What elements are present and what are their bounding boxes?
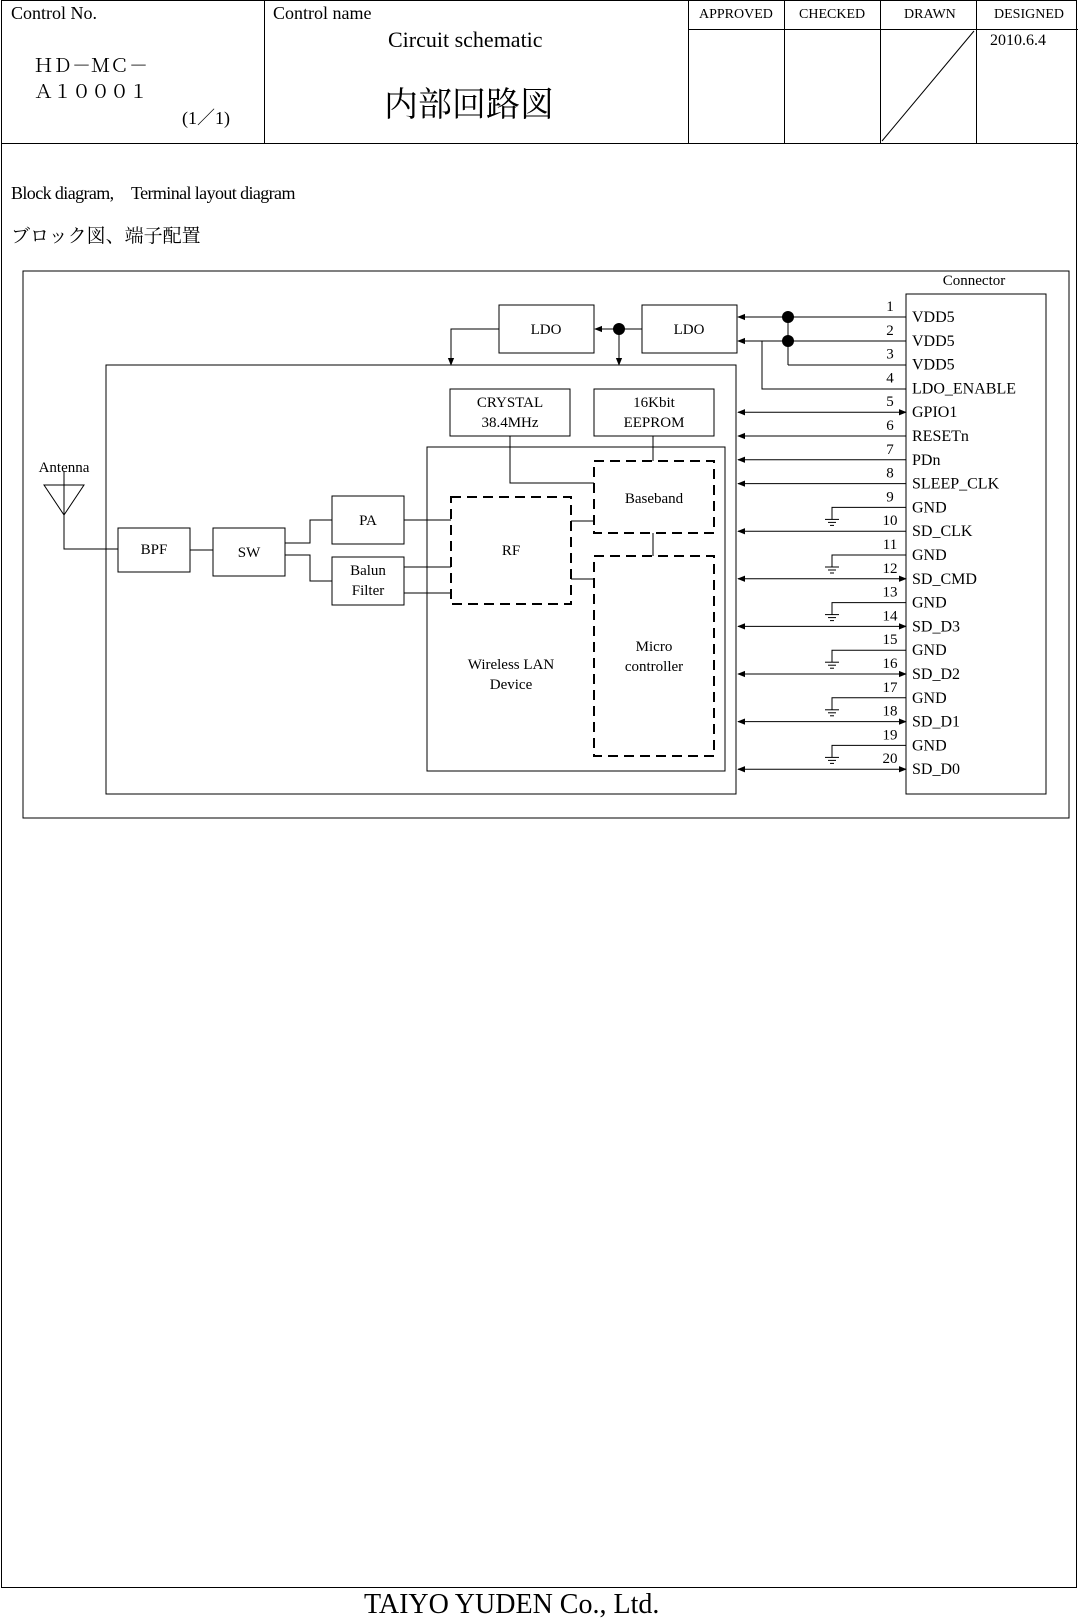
pin-number: 19 — [882, 727, 898, 744]
pin-name: PDn — [912, 451, 941, 469]
pin-number: 11 — [882, 537, 898, 553]
pin-number: 15 — [882, 632, 898, 649]
micro-label-2: controller — [624, 659, 684, 675]
pin-number: 5 — [886, 394, 894, 411]
col-checked: CHECKED — [799, 7, 866, 22]
pin-name: GND — [912, 499, 947, 517]
crystal-label-2: 38.4MHz — [481, 415, 539, 431]
pin-number: 18 — [882, 703, 898, 720]
pin-number: 12 — [882, 560, 898, 577]
pin-number: 7 — [886, 441, 894, 458]
pin-name: VDD5 — [912, 356, 955, 374]
pin-name: SD_CLK — [912, 523, 973, 541]
control-no-label: Control No. — [11, 3, 98, 23]
pin-name: VDD5 — [912, 309, 955, 326]
pin-number: 20 — [882, 751, 898, 768]
document-frame — [1, 0, 1077, 1620]
pin-number: 13 — [882, 584, 898, 601]
ldo-left-label: LDO — [530, 322, 562, 338]
pin-name: LDO_ENABLE — [912, 380, 1016, 398]
pin-name: SD_D0 — [912, 761, 961, 779]
pin-name: SD_D1 — [912, 713, 961, 731]
col-designed: DESIGNED — [994, 7, 1064, 22]
pin-number: 9 — [886, 489, 894, 506]
antenna-label: Antenna — [38, 460, 90, 476]
pin-number: 14 — [882, 608, 898, 625]
sw-label: SW — [237, 545, 261, 561]
col-approved: APPROVED — [699, 7, 773, 22]
pin-name: VDD5 — [912, 332, 955, 350]
bpf-label: BPF — [140, 542, 168, 558]
connector-signal-lines — [738, 412, 906, 769]
designed-date: 2010.6.4 — [990, 32, 1046, 49]
pin-name: GND — [912, 642, 947, 660]
pin-name: GND — [912, 547, 947, 564]
section-heading-jp: ブロック図、端子配置 — [11, 226, 201, 247]
control-name-label: Control name — [273, 3, 372, 23]
baseband-label: Baseband — [624, 491, 684, 507]
pin-name: GPIO1 — [912, 404, 958, 422]
balun-label-2: Filter — [351, 583, 385, 599]
microcontroller-block — [594, 556, 714, 756]
col-drawn: DRAWN — [904, 7, 956, 22]
pin-number: 2 — [886, 322, 894, 339]
connector-label: Connector — [942, 273, 1006, 289]
pin-number: 4 — [886, 370, 894, 387]
micro-label-1: Micro — [635, 639, 673, 655]
connector-pin-labels — [883, 299, 1016, 778]
wlan-label-2: Device — [489, 677, 533, 693]
company-name: TAIYO YUDEN Co., Ltd. — [364, 1589, 660, 1620]
pa-label: PA — [359, 513, 377, 529]
pin-number: 3 — [886, 346, 894, 363]
pin-name: RESETn — [912, 428, 969, 445]
control-no-value-line2: Ａ１０００１ — [34, 82, 149, 103]
ldo-right-label: LDO — [673, 322, 705, 338]
control-no-value-line1: ＨＤ－ＭＣ－ — [34, 56, 149, 77]
rf-label: RF — [501, 543, 521, 559]
pin-number: 10 — [882, 513, 898, 530]
wlan-label-1: Wireless LAN — [467, 657, 555, 673]
pin-name: SD_D3 — [912, 618, 961, 636]
pin-name: GND — [912, 737, 947, 755]
pin-number: 17 — [882, 679, 898, 696]
pin-name: GND — [912, 689, 947, 707]
section-heading-en: Block diagram, Terminal layout diagram — [11, 183, 295, 203]
title-jp: 内部回路図 — [384, 87, 554, 124]
sheet-number: (1／1) — [182, 108, 230, 128]
eeprom-label-1: 16Kbit — [633, 395, 675, 411]
pin-name: GND — [912, 594, 947, 612]
balun-label-1: Balun — [350, 563, 386, 579]
pin-name: SD_D2 — [912, 666, 961, 683]
pin-number: 1 — [886, 299, 894, 315]
pin-number: 6 — [886, 418, 894, 434]
title-en: Circuit schematic — [388, 27, 543, 52]
eeprom-label-2: EEPROM — [623, 415, 685, 431]
pin-name: SD_CMD — [912, 570, 977, 588]
block-diagram — [2, 1, 1078, 1589]
pin-number: 16 — [882, 656, 898, 672]
pin-number: 8 — [886, 465, 894, 482]
pin-name: SLEEP_CLK — [912, 475, 1000, 493]
crystal-label-1: CRYSTAL — [476, 395, 544, 411]
